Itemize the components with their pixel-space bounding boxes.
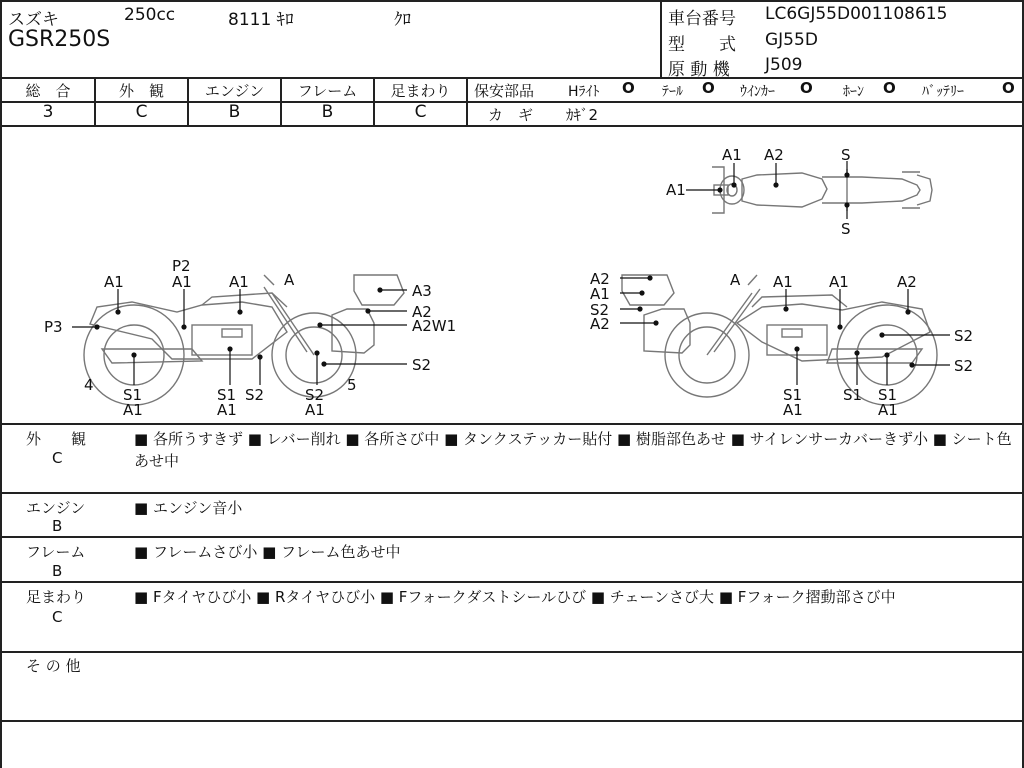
key-value: ｶｷﾞ2 bbox=[566, 106, 599, 124]
left-label-a1-front: A1 bbox=[123, 401, 143, 419]
right-label-s1-front: S1 bbox=[783, 386, 803, 404]
rating-header-suspension: 足まわり bbox=[390, 82, 451, 100]
frame-no: LC6GJ55D001108615 bbox=[765, 4, 948, 24]
right-label-a1-a: A1 bbox=[773, 273, 793, 291]
right-label-s2-upper: S2 bbox=[954, 327, 974, 345]
type-label: 型 式 bbox=[668, 35, 736, 55]
safety-mark-battery: O bbox=[1002, 79, 1015, 97]
left-label-a2: A2 bbox=[412, 303, 432, 321]
line-under-exterior bbox=[0, 492, 1024, 494]
type-value: GJ55D bbox=[765, 30, 818, 50]
section-engine-title: エンジン bbox=[26, 499, 86, 517]
right-label-a: A bbox=[730, 271, 741, 289]
maker: スズキ bbox=[8, 10, 59, 30]
rating-header-frame: フレーム bbox=[297, 82, 358, 100]
border-top bbox=[0, 0, 1024, 2]
rating-header-engine: エンジン bbox=[204, 82, 265, 100]
left-label-5: 5 bbox=[347, 376, 357, 394]
rating-value-exterior: C bbox=[135, 102, 148, 122]
line-under-frame bbox=[0, 581, 1024, 583]
section-engine-grade: B bbox=[52, 517, 63, 535]
top-label-a2: A2 bbox=[764, 146, 784, 164]
right-label-a1-front: A1 bbox=[783, 401, 803, 419]
engine-value: J509 bbox=[765, 55, 803, 75]
line-under-header bbox=[0, 77, 1024, 79]
right-label-a1-rear: A1 bbox=[878, 401, 898, 419]
rating-value-overall: 3 bbox=[42, 102, 54, 122]
rating-header-exterior: 外 観 bbox=[118, 82, 164, 100]
top-label-s-upper: S bbox=[841, 146, 851, 164]
top-label-s-lower: S bbox=[841, 220, 851, 238]
line-under-diagram bbox=[0, 423, 1024, 425]
top-view-bike bbox=[712, 167, 932, 213]
right-label-a2-top: A2 bbox=[590, 270, 610, 288]
right-label-a2-right: A2 bbox=[897, 273, 917, 291]
line-under-other bbox=[0, 720, 1024, 722]
section-suspension-grade: C bbox=[52, 608, 63, 626]
left-label-a1-right: A1 bbox=[229, 273, 249, 291]
right-label-a2-left: A2 bbox=[590, 315, 610, 333]
model-name: GSR250S bbox=[8, 27, 111, 52]
section-engine-text: ■ エンジン音小 bbox=[134, 499, 243, 517]
safety-mark-winker: O bbox=[800, 79, 813, 97]
right-label-s2-left: S2 bbox=[590, 301, 610, 319]
right-label-s2-lower: S2 bbox=[954, 357, 974, 375]
line-under-suspension bbox=[0, 651, 1024, 653]
section-suspension-text: ■ Fタイヤひび小 ■ Rタイヤひび小 ■ Fフォークダストシールひび ■ チェーンさび大 ■ Fフォーク摺動部さび中 bbox=[134, 588, 896, 606]
left-label-a3: A3 bbox=[412, 282, 432, 300]
safety-mark-tail: O bbox=[702, 79, 715, 97]
line-under-engine bbox=[0, 536, 1024, 538]
left-label-a1-top: A1 bbox=[104, 273, 124, 291]
section-exterior-title: 外 観 bbox=[26, 430, 87, 448]
right-label-s1-rear: S1 bbox=[878, 386, 898, 404]
damage-diagram bbox=[2, 127, 1022, 423]
left-label-a1-mid-low: A1 bbox=[217, 401, 237, 419]
left-label-s1-front: S1 bbox=[123, 386, 143, 404]
frame-no-label: 車台番号 bbox=[668, 9, 736, 29]
top-label-a1-left: A1 bbox=[666, 181, 686, 199]
section-frame-grade: B bbox=[52, 562, 63, 580]
left-label-a2w1: A2W1 bbox=[412, 317, 457, 335]
left-label-s2-rear: S2 bbox=[305, 386, 325, 404]
safety-mark-horn: O bbox=[883, 79, 896, 97]
section-exterior-grade: C bbox=[52, 449, 63, 467]
right-label-s1-mid: S1 bbox=[843, 386, 863, 404]
safety-mark-headlight: O bbox=[622, 79, 635, 97]
rating-value-suspension: C bbox=[414, 102, 427, 122]
section-frame-text: ■ フレームさび小 ■ フレーム色あせ中 bbox=[134, 543, 401, 561]
left-label-4: 4 bbox=[84, 376, 94, 394]
left-label-s1-mid: S1 bbox=[217, 386, 237, 404]
safety-item-winker: ｳｲﾝｶｰ bbox=[740, 84, 775, 100]
safety-item-horn: ﾎｰﾝ bbox=[843, 84, 864, 100]
left-label-s2-right: S2 bbox=[412, 356, 432, 374]
rating-value-frame: B bbox=[321, 102, 334, 122]
left-label-a: A bbox=[284, 271, 295, 289]
safety-item-tail: ﾃｰﾙ bbox=[662, 84, 683, 100]
top-label-a1-upper: A1 bbox=[722, 146, 742, 164]
left-label-s2-mid: S2 bbox=[245, 386, 265, 404]
header-divider bbox=[660, 0, 662, 78]
safety-item-battery: ﾊﾞｯﾃﾘｰ bbox=[922, 84, 964, 100]
section-other-title: そ の 他 bbox=[26, 657, 81, 675]
left-label-p3: P3 bbox=[44, 318, 63, 336]
rating-value-engine: B bbox=[228, 102, 241, 122]
key-label: カ ギ bbox=[488, 106, 534, 124]
mileage: 8111 ｷﾛ bbox=[228, 10, 294, 30]
left-label-a1-rear: A1 bbox=[305, 401, 325, 419]
rating-col-5 bbox=[466, 78, 468, 126]
section-exterior-text: ■ 各所うすきず ■ レバー削れ ■ 各所さび中 ■ タンクステッカー貼付 ■ 樹脂部色あせ ■ サイレンサーカバーきず小 ■ シート色あせ中 bbox=[134, 430, 1012, 470]
section-frame-title: フレーム bbox=[26, 543, 86, 561]
right-label-a1-b: A1 bbox=[829, 273, 849, 291]
engine-label: 原 動 機 bbox=[668, 60, 730, 80]
section-suspension-title: 足まわり bbox=[26, 588, 87, 606]
displacement: 250cc bbox=[124, 5, 176, 25]
left-label-a1-mid: A1 bbox=[172, 273, 192, 291]
safety-label: 保安部品 bbox=[474, 82, 535, 100]
rating-header-overall: 総 合 bbox=[25, 82, 71, 100]
color: ｸﾛ bbox=[394, 10, 411, 30]
right-label-a1-left: A1 bbox=[590, 285, 610, 303]
left-label-p2: P2 bbox=[172, 257, 191, 275]
safety-item-headlight: Hﾗｲﾄ bbox=[568, 84, 600, 100]
